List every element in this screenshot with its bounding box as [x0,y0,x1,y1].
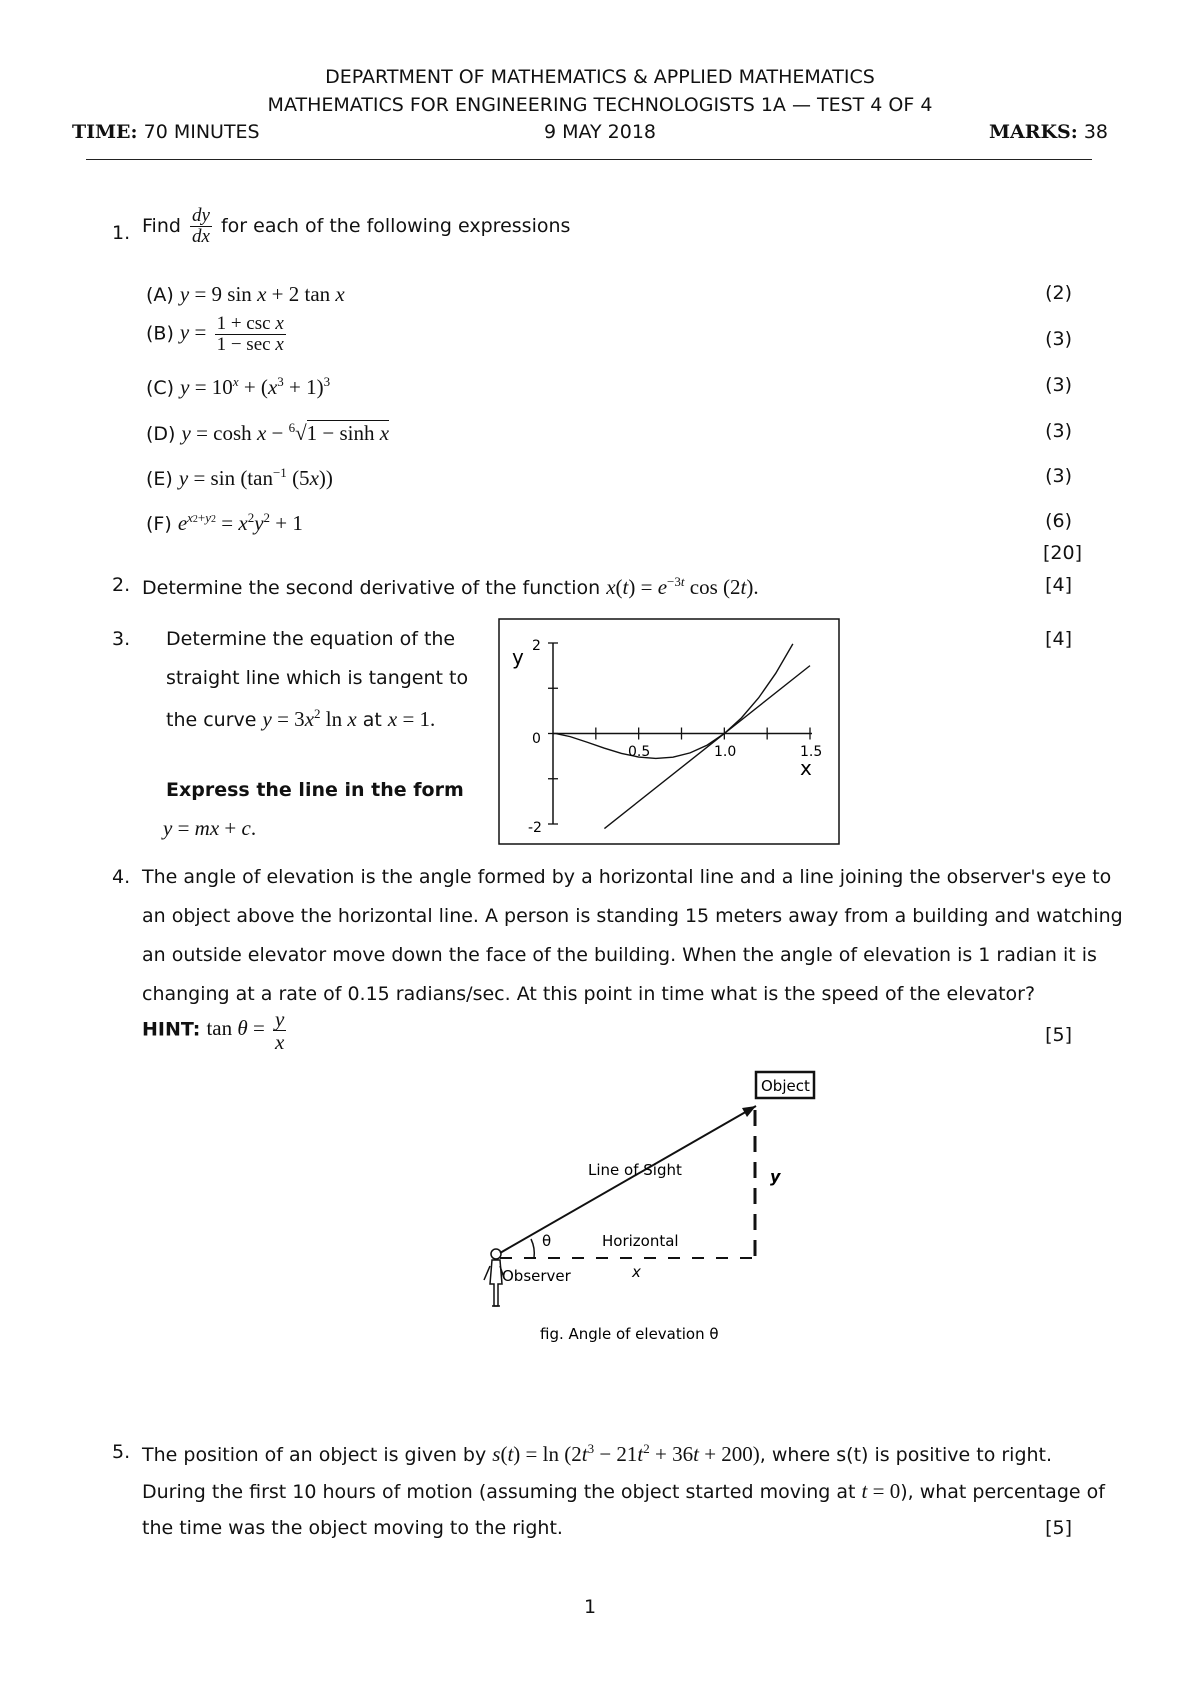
q3-bold-instruction: Express the line in the form [166,779,464,801]
q3-line3-pre: the curve [166,709,257,731]
q2-text-body: Determine the second derivative of the function [142,577,601,599]
expr-e: $y = \sin (\tan^{-1}$ (5x)) [178,465,333,490]
figure-caption: fig. Angle of elevation θ [540,1325,719,1343]
q1-total: [20] [1042,542,1082,564]
q3-line2: straight line which is tangent to [166,667,469,689]
time-info [72,121,260,143]
expr-a: y = 9 sin x + 2 tan x [179,282,345,306]
expr-c: $y = 10^x + (x^3 + 1)^3$ [180,374,331,399]
q3-marks: [4] [1045,628,1072,650]
q4-line-3: an outside elevator move down the face of the building. When the angle of elevation is 1 radian it is [142,944,1097,966]
marks-value: 38 [1083,121,1108,143]
q2-marks: [4] [1045,574,1072,596]
observer-label: Observer [502,1267,571,1285]
department-title: DEPARTMENT OF MATHEMATICS & APPLIED MATHEMATICS [325,66,875,88]
q1-item-f-marks: (6) [1045,510,1072,532]
q3-line3: the curve $y = 3x^2$ ln x at x = 1. [166,706,436,731]
theta-arc [531,1239,534,1258]
q3-line1: Determine the equation of the [166,628,456,650]
item-label: (A) [146,284,174,306]
q1-intro-pre: Find [142,214,181,237]
header-rule [86,159,1092,160]
time-value: 70 MINUTES [143,121,260,143]
q4-number: 4. [112,866,131,888]
q5-line1-post: , where s(t) is positive to right. [759,1444,1053,1466]
y-tick-label-2: 2 [532,638,541,654]
y-tick-label-0: 0 [532,731,541,747]
item-label: (D) [146,423,176,445]
frac-num: dy [191,205,210,226]
hint-label: HINT: [142,1018,201,1041]
q1-item-a-marks: (2) [1045,282,1072,304]
page-number: 1 [583,1596,597,1618]
q1-item-e-marks: (3) [1045,465,1072,487]
horizontal-label: Horizontal [602,1232,679,1250]
item-label: (E) [146,468,173,490]
q5-line-3: the time was the object moving to the right. [142,1517,563,1539]
expr-f: $e^{x2+y2} = x^2y^2 + 1$ [177,510,303,535]
q1-item-d [146,420,389,446]
item-label: (F) [146,513,172,535]
q4-line-2: an object above the horizontal line. A person is standing 15 meters away from a building and watching [142,905,1123,927]
expr-d: y = cosh x − $^6$√1 − sinh x [181,420,390,445]
q1-item-c [146,374,330,400]
q1-item-e [146,465,333,491]
q3-line3-mid: at [362,709,382,731]
marks-label: MARKS: [988,121,1078,143]
q5-line-2: During the first 10 hours of motion (assuming the object started moving at t = 0), what percentage of [142,1479,1105,1503]
q5-marks: [5] [1045,1517,1072,1539]
q3-graph [498,618,841,846]
y-tick-label-neg2: -2 [528,820,542,836]
theta-label: θ [542,1232,552,1250]
q1-item-a [146,282,345,307]
curve-series [556,644,792,759]
q5-line2-pre: During the first 10 hours of motion (assuming the object started moving at [142,1481,856,1503]
q2-number: 2. [112,574,131,596]
q1-intro-post: for each of the following expressions [220,214,571,237]
q4-hint: HINT: tan θ = $\frac{y}{x}$ [142,1007,285,1055]
q4-line-1: The angle of elevation is the angle formed by a horizontal line and a line joining the observer's eye to [142,866,1112,888]
plot-area [548,643,812,829]
q4-marks: [5] [1045,1024,1072,1046]
q3-number: 3. [112,628,131,650]
q5-line-1: The position of an object is given by $s(t) = \ln (2t^3 - 21t^2 + 36t + 200)$, where s(t) is positive to right. [142,1441,1053,1466]
exam-date: 9 MAY 2018 [543,121,657,143]
time-label: TIME: [72,121,138,143]
x-tick-label-1-5: 1.5 [800,744,823,760]
course-title: MATHEMATICS FOR ENGINEERING TECHNOLOGISTS 1A — TEST 4 OF 4 [267,94,933,116]
q1-item-b [146,314,289,355]
q1-item-c-marks: (3) [1045,374,1072,396]
q5-line2-post: ), what percentage of [900,1481,1105,1503]
dy-dx-fraction [190,206,212,247]
elevation-figure [470,1066,830,1346]
line-of-sight-label: Line of Sight [588,1161,682,1179]
line-of-sight [500,1106,756,1253]
graph-y-label: y [512,645,524,669]
item-label: (C) [146,377,175,399]
q5-line1-pre: The position of an object is given by [142,1444,487,1466]
q1-item-d-marks: (3) [1045,420,1072,442]
y-height-label: y [770,1167,781,1186]
graph-x-label: x [800,756,812,780]
item-label: (B) [146,322,174,345]
q5-number: 5. [112,1441,131,1463]
x-tick-label-1-0: 1.0 [714,744,737,760]
frac-den: dx [191,225,210,247]
q2-text [142,574,759,600]
q1-item-b-marks: (3) [1045,328,1072,350]
marks-info [989,121,1108,143]
x-distance-label: x [632,1263,641,1281]
q4-line-4: changing at a rate of 0.15 radians/sec. At this point in time what is the speed of the elevator? [142,983,1036,1005]
expr-b: y = $\frac{\text{1 + csc x}}{\text{1 − sec x}}$ [179,313,284,355]
q2-function: $x(t) = e^{-3t}$ cos (2t). [606,574,759,599]
q1-item-f [146,510,303,536]
q1-number: 1. [112,222,131,244]
object-label: Object [761,1077,810,1095]
q1-intro [142,206,570,247]
x-tick-label-0-5: 0.5 [628,744,651,760]
q3-line-form: y = mx + c. [163,816,257,840]
